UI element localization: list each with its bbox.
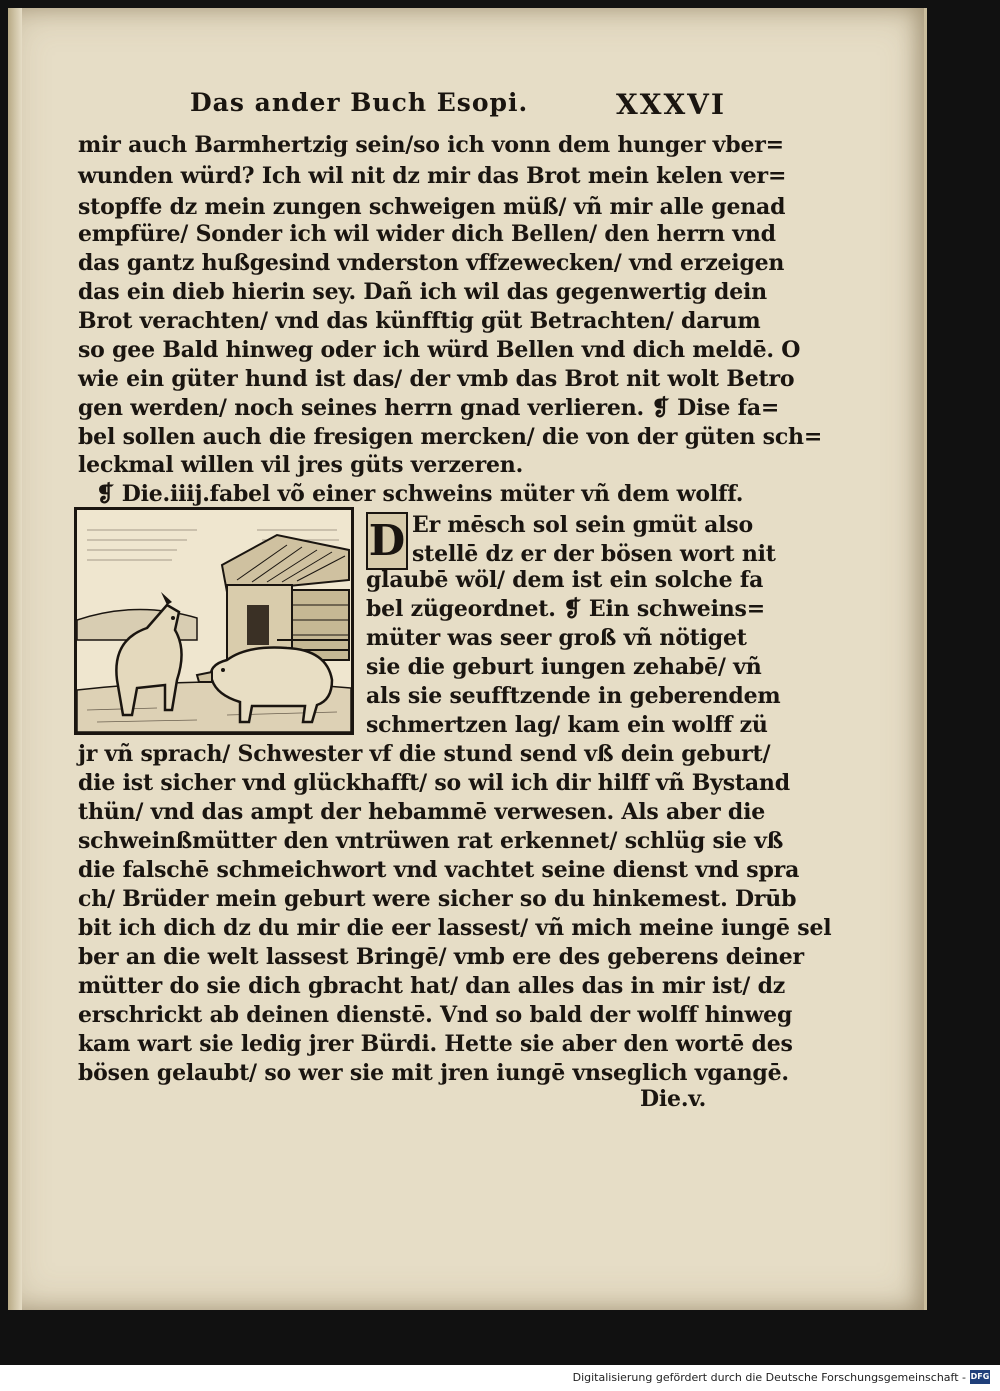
text-line: bel sollen auch die fresigen mercken/ die von der güten sch=: [78, 424, 823, 450]
text-line: bit ich dich dz du mir die eer lassest/ vñ mich meine iungē sel: [78, 915, 832, 941]
text-line: gen werden/ noch seines herrn gnad verlieren. ❡ Dise fa=: [78, 395, 780, 421]
footer-bar: [0, 1365, 1000, 1391]
text-line: thün/ vnd das ampt der hebammē verwesen. Als aber die: [78, 799, 766, 825]
text-line: das ein dieb hierin sey. Dañ ich wil das gegenwertig dein: [78, 279, 767, 305]
text-line: so gee Bald hinweg oder ich würd Bellen vnd dich meldē. O: [78, 337, 801, 363]
text-line: jr vñ sprach/ Schwester vf die stund send vß dein geburt/: [78, 741, 771, 767]
woodcut-sow-wolf-image: [77, 510, 351, 732]
text-line: ch/ Brüder mein geburt were sicher so du hinkemest. Drūb: [78, 886, 797, 912]
text-line: leckmal willen vil jres güts verzeren.: [78, 452, 524, 478]
text-line: bel zügeordnet. ❡ Ein schweins=: [366, 596, 765, 622]
text-line: als sie seufftzende in geberendem: [366, 683, 781, 709]
text-line: ber an die welt lassest Bringē/ vmb ere des geberens deiner: [78, 944, 804, 970]
dfg-logo: DFG: [970, 1370, 990, 1384]
text-line: erschrickt ab deinen dienstē. Vnd so bald der wolff hinweg: [78, 1002, 793, 1028]
text-line: die falschē schmeichwort vnd vachtet seine dienst vnd spra: [78, 857, 800, 883]
text-line: Brot verachten/ vnd das künfftig güt Betrachten/ darum: [78, 308, 761, 334]
text-line: kam wart sie ledig jrer Bürdi. Hette sie aber den wortē des: [78, 1031, 793, 1057]
text-line: glaubē wöl/ dem ist ein solche fa: [366, 567, 764, 593]
text-line: wie ein güter hund ist das/ der vmb das Brot nit wolt Betro: [78, 366, 795, 392]
text-line: das gantz hußgesind vnderston vffzewecken/ vnd erzeigen: [78, 250, 785, 276]
text-line: müter was seer groß vñ nötiget: [366, 625, 747, 651]
text-line: empfüre/ Sonder ich wil wider dich Bellen/ den herrn vnd: [78, 221, 776, 247]
text-line: sie die geburt iungen zehabē/ vñ: [366, 654, 762, 680]
fable-heading: ❡ Die.iiij.fabel võ einer schweins müter vñ dem wolff.: [96, 481, 744, 507]
page-gutter-shadow: [8, 8, 22, 1310]
text-line: mir auch Barmhertzig sein/so ich vonn dem hunger vber=: [78, 132, 784, 158]
running-head: Das ander Buch Esopi.: [190, 88, 529, 117]
decorated-initial: D: [366, 512, 408, 570]
text-line: stellē dz er der bösen wort nit: [412, 541, 776, 567]
text-line: schmertzen lag/ kam ein wolff zü: [366, 712, 768, 738]
footer-credit: Digitalisierung gefördert durch die Deutsche Forschungsgemeinschaft -: [572, 1371, 966, 1384]
catchword: Die.v.: [640, 1086, 707, 1112]
text-line: die ist sicher vnd glückhafft/ so wil ich dir hilff vñ Bystand: [78, 770, 790, 796]
text-line: schweinßmütter den vntrüwen rat erkennet/ schlüg sie vß: [78, 828, 784, 854]
text-line: stopffe dz mein zungen schweigen müß/ vñ mir alle genad: [78, 194, 786, 220]
text-line: wunden würd? Ich wil nit dz mir das Brot mein kelen ver=: [78, 163, 787, 189]
woodcut-illustration: [74, 507, 354, 735]
folio-number: XXXVI: [616, 88, 726, 121]
text-line: mütter do sie dich gbracht hat/ dan alles das in mir ist/ dz: [78, 973, 786, 999]
text-line: Er mēsch sol sein gmüt also: [412, 512, 753, 538]
text-line: bösen gelaubt/ so wer sie mit jren iungē vnseglich vgangē.: [78, 1060, 789, 1086]
